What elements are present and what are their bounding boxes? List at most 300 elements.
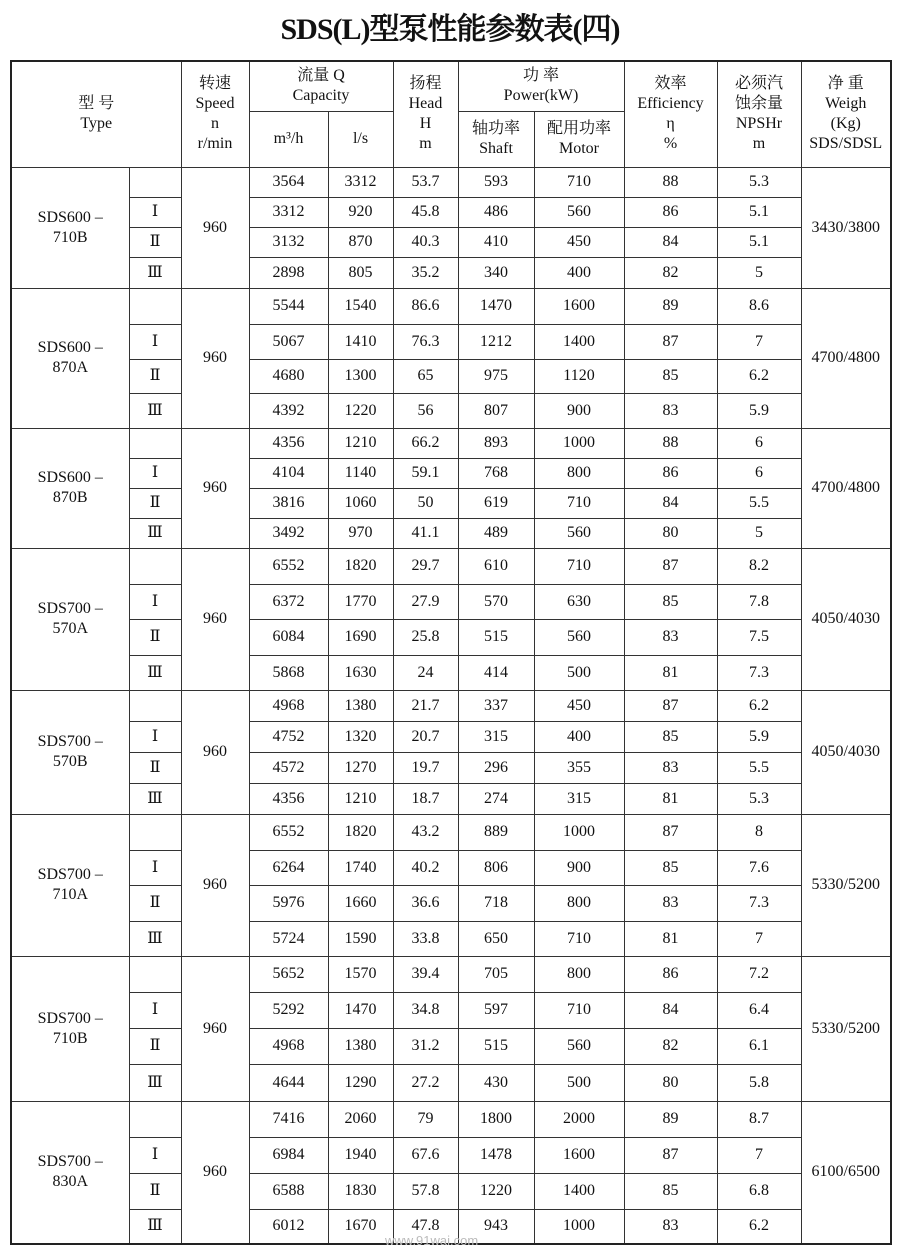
head-cell: 57.8 — [393, 1173, 458, 1209]
head-cell: 36.6 — [393, 885, 458, 921]
motor-power-cell: 560 — [534, 197, 624, 227]
head-cell: 45.8 — [393, 197, 458, 227]
efficiency-cell: 89 — [624, 1101, 717, 1137]
impeller-cut-cell: Ⅲ — [129, 655, 181, 690]
efficiency-cell: 88 — [624, 428, 717, 458]
head-cell: 59.1 — [393, 458, 458, 488]
head-cell: 79 — [393, 1101, 458, 1137]
motor-power-cell: 1400 — [534, 324, 624, 359]
impeller-cut-cell — [129, 288, 181, 324]
npshr-cell: 6.2 — [717, 1209, 801, 1244]
efficiency-cell: 89 — [624, 288, 717, 324]
capacity-m3h-cell: 5067 — [249, 324, 328, 359]
capacity-ls-cell: 1570 — [328, 956, 393, 992]
model-cell: SDS600 – 710B — [11, 167, 129, 288]
weight-cell: 4700/4800 — [801, 288, 891, 428]
motor-power-cell: 1000 — [534, 1209, 624, 1244]
impeller-cut-cell — [129, 956, 181, 992]
efficiency-cell: 83 — [624, 752, 717, 783]
impeller-cut-cell: Ⅲ — [129, 783, 181, 814]
efficiency-cell: 82 — [624, 257, 717, 288]
npshr-cell: 8.6 — [717, 288, 801, 324]
capacity-ls-cell: 1210 — [328, 428, 393, 458]
head-cell: 43.2 — [393, 814, 458, 850]
impeller-cut-cell: Ⅰ — [129, 324, 181, 359]
shaft-power-cell: 619 — [458, 488, 534, 518]
header-capacity: 流量 Q Capacity — [249, 61, 393, 111]
shaft-power-cell: 1470 — [458, 288, 534, 324]
motor-power-cell: 400 — [534, 257, 624, 288]
capacity-ls-cell: 1630 — [328, 655, 393, 690]
npshr-cell: 7.2 — [717, 956, 801, 992]
shaft-power-cell: 597 — [458, 992, 534, 1028]
capacity-m3h-cell: 6588 — [249, 1173, 328, 1209]
head-cell: 31.2 — [393, 1028, 458, 1064]
motor-power-cell: 1120 — [534, 359, 624, 393]
capacity-m3h-cell: 7416 — [249, 1101, 328, 1137]
impeller-cut-cell: Ⅰ — [129, 584, 181, 619]
capacity-m3h-cell: 5292 — [249, 992, 328, 1028]
impeller-cut-cell: Ⅲ — [129, 1064, 181, 1101]
capacity-m3h-cell: 5652 — [249, 956, 328, 992]
table-row — [11, 752, 891, 783]
motor-power-cell: 315 — [534, 783, 624, 814]
capacity-ls-cell: 1470 — [328, 992, 393, 1028]
motor-power-cell: 710 — [534, 921, 624, 956]
capacity-m3h-cell: 4392 — [249, 393, 328, 428]
head-cell: 56 — [393, 393, 458, 428]
table-row — [11, 167, 891, 197]
motor-power-cell: 2000 — [534, 1101, 624, 1137]
head-cell: 25.8 — [393, 619, 458, 655]
header-npshr: 必须汽 蚀余量 NPSHr m — [717, 61, 801, 167]
impeller-cut-cell — [129, 167, 181, 197]
shaft-power-cell: 975 — [458, 359, 534, 393]
capacity-ls-cell: 1380 — [328, 690, 393, 721]
table-row — [11, 1064, 891, 1101]
efficiency-cell: 80 — [624, 518, 717, 548]
head-cell: 40.3 — [393, 227, 458, 257]
head-cell: 27.9 — [393, 584, 458, 619]
motor-power-cell: 500 — [534, 655, 624, 690]
table-row — [11, 548, 891, 584]
efficiency-cell: 87 — [624, 814, 717, 850]
table-row — [11, 1173, 891, 1209]
capacity-ls-cell: 1220 — [328, 393, 393, 428]
npshr-cell: 7 — [717, 921, 801, 956]
speed-cell: 960 — [181, 548, 249, 690]
shaft-power-cell: 515 — [458, 1028, 534, 1064]
efficiency-cell: 87 — [624, 1137, 717, 1173]
shaft-power-cell: 1212 — [458, 324, 534, 359]
npshr-cell: 6.1 — [717, 1028, 801, 1064]
npshr-cell: 5.3 — [717, 167, 801, 197]
head-cell: 66.2 — [393, 428, 458, 458]
motor-power-cell: 1000 — [534, 814, 624, 850]
efficiency-cell: 87 — [624, 690, 717, 721]
head-cell: 33.8 — [393, 921, 458, 956]
table-row — [11, 992, 891, 1028]
shaft-power-cell: 296 — [458, 752, 534, 783]
efficiency-cell: 85 — [624, 850, 717, 885]
head-cell: 24 — [393, 655, 458, 690]
motor-power-cell: 355 — [534, 752, 624, 783]
shaft-power-cell: 593 — [458, 167, 534, 197]
capacity-ls-cell: 1770 — [328, 584, 393, 619]
shaft-power-cell: 430 — [458, 1064, 534, 1101]
head-cell: 19.7 — [393, 752, 458, 783]
page-title: SDS(L)型泵性能参数表(四) — [280, 13, 620, 46]
efficiency-cell: 86 — [624, 956, 717, 992]
head-cell: 50 — [393, 488, 458, 518]
table-row — [11, 584, 891, 619]
npshr-cell: 5.5 — [717, 488, 801, 518]
capacity-m3h-cell: 3132 — [249, 227, 328, 257]
shaft-power-cell: 807 — [458, 393, 534, 428]
head-cell: 35.2 — [393, 257, 458, 288]
head-cell: 21.7 — [393, 690, 458, 721]
impeller-cut-cell: Ⅱ — [129, 227, 181, 257]
impeller-cut-cell — [129, 548, 181, 584]
table-row — [11, 257, 891, 288]
impeller-cut-cell: Ⅲ — [129, 257, 181, 288]
table-row — [11, 783, 891, 814]
table-row — [11, 428, 891, 458]
motor-power-cell: 710 — [534, 167, 624, 197]
impeller-cut-cell — [129, 814, 181, 850]
shaft-power-cell: 889 — [458, 814, 534, 850]
table-row — [11, 921, 891, 956]
motor-power-cell: 900 — [534, 393, 624, 428]
motor-power-cell: 710 — [534, 488, 624, 518]
capacity-ls-cell: 1660 — [328, 885, 393, 921]
head-cell: 39.4 — [393, 956, 458, 992]
efficiency-cell: 83 — [624, 885, 717, 921]
shaft-power-cell: 705 — [458, 956, 534, 992]
capacity-ls-cell: 1540 — [328, 288, 393, 324]
motor-power-cell: 900 — [534, 850, 624, 885]
shaft-power-cell: 893 — [458, 428, 534, 458]
shaft-power-cell: 943 — [458, 1209, 534, 1244]
head-cell: 29.7 — [393, 548, 458, 584]
motor-power-cell: 800 — [534, 885, 624, 921]
shaft-power-cell: 718 — [458, 885, 534, 921]
efficiency-cell: 83 — [624, 619, 717, 655]
table-row — [11, 1101, 891, 1137]
shaft-power-cell: 768 — [458, 458, 534, 488]
capacity-m3h-cell: 6552 — [249, 548, 328, 584]
motor-power-cell: 710 — [534, 992, 624, 1028]
capacity-ls-cell: 1590 — [328, 921, 393, 956]
capacity-ls-cell: 1820 — [328, 814, 393, 850]
motor-power-cell: 1000 — [534, 428, 624, 458]
shaft-power-cell: 570 — [458, 584, 534, 619]
shaft-power-cell: 806 — [458, 850, 534, 885]
motor-power-cell: 800 — [534, 956, 624, 992]
impeller-cut-cell — [129, 428, 181, 458]
shaft-power-cell: 337 — [458, 690, 534, 721]
capacity-ls-cell: 870 — [328, 227, 393, 257]
shaft-power-cell: 410 — [458, 227, 534, 257]
table-row — [11, 721, 891, 752]
npshr-cell: 7 — [717, 324, 801, 359]
weight-cell: 4050/4030 — [801, 690, 891, 814]
capacity-ls-cell: 1300 — [328, 359, 393, 393]
capacity-m3h-cell: 4104 — [249, 458, 328, 488]
npshr-cell: 7.6 — [717, 850, 801, 885]
weight-cell: 4700/4800 — [801, 428, 891, 548]
header-shaft-power: 轴功率 Shaft — [458, 111, 534, 167]
shaft-power-cell: 1800 — [458, 1101, 534, 1137]
capacity-ls-cell: 1820 — [328, 548, 393, 584]
efficiency-cell: 87 — [624, 324, 717, 359]
capacity-m3h-cell: 4968 — [249, 690, 328, 721]
motor-power-cell: 560 — [534, 1028, 624, 1064]
efficiency-cell: 85 — [624, 584, 717, 619]
shaft-power-cell: 650 — [458, 921, 534, 956]
efficiency-cell: 85 — [624, 359, 717, 393]
table-row — [11, 359, 891, 393]
motor-power-cell: 1600 — [534, 288, 624, 324]
npshr-cell: 6.4 — [717, 992, 801, 1028]
capacity-m3h-cell: 3312 — [249, 197, 328, 227]
impeller-cut-cell: Ⅱ — [129, 752, 181, 783]
model-cell: SDS600 – 870A — [11, 288, 129, 428]
npshr-cell: 5.8 — [717, 1064, 801, 1101]
model-cell: SDS700 – 830A — [11, 1101, 129, 1244]
shaft-power-cell: 1220 — [458, 1173, 534, 1209]
capacity-m3h-cell: 6372 — [249, 584, 328, 619]
capacity-m3h-cell: 5544 — [249, 288, 328, 324]
capacity-m3h-cell: 6552 — [249, 814, 328, 850]
pump-spec-table — [10, 60, 892, 1245]
efficiency-cell: 80 — [624, 1064, 717, 1101]
capacity-m3h-cell: 3816 — [249, 488, 328, 518]
capacity-m3h-cell: 3564 — [249, 167, 328, 197]
impeller-cut-cell: Ⅱ — [129, 885, 181, 921]
table-row — [11, 885, 891, 921]
npshr-cell: 5.9 — [717, 721, 801, 752]
impeller-cut-cell: Ⅲ — [129, 921, 181, 956]
capacity-m3h-cell: 6264 — [249, 850, 328, 885]
impeller-cut-cell — [129, 690, 181, 721]
head-cell: 27.2 — [393, 1064, 458, 1101]
impeller-cut-cell — [129, 1101, 181, 1137]
capacity-m3h-cell: 3492 — [249, 518, 328, 548]
capacity-m3h-cell: 4752 — [249, 721, 328, 752]
head-cell: 47.8 — [393, 1209, 458, 1244]
speed-cell: 960 — [181, 690, 249, 814]
table-row — [11, 227, 891, 257]
capacity-ls-cell: 1380 — [328, 1028, 393, 1064]
npshr-cell: 6 — [717, 458, 801, 488]
npshr-cell: 5.5 — [717, 752, 801, 783]
table-row — [11, 619, 891, 655]
efficiency-cell: 84 — [624, 992, 717, 1028]
efficiency-cell: 86 — [624, 458, 717, 488]
motor-power-cell: 560 — [534, 518, 624, 548]
table-row — [11, 393, 891, 428]
capacity-ls-cell: 970 — [328, 518, 393, 548]
capacity-m3h-cell: 4572 — [249, 752, 328, 783]
impeller-cut-cell: Ⅲ — [129, 393, 181, 428]
table-row — [11, 458, 891, 488]
npshr-cell: 5.1 — [717, 227, 801, 257]
speed-cell: 960 — [181, 956, 249, 1101]
capacity-ls-cell: 1830 — [328, 1173, 393, 1209]
capacity-m3h-cell: 5724 — [249, 921, 328, 956]
capacity-ls-cell: 1140 — [328, 458, 393, 488]
capacity-ls-cell: 1060 — [328, 488, 393, 518]
table-row — [11, 690, 891, 721]
motor-power-cell: 500 — [534, 1064, 624, 1101]
capacity-ls-cell: 1270 — [328, 752, 393, 783]
table-row — [11, 814, 891, 850]
table-row — [11, 197, 891, 227]
efficiency-cell: 84 — [624, 488, 717, 518]
impeller-cut-cell: Ⅰ — [129, 1137, 181, 1173]
table-row — [11, 1137, 891, 1173]
capacity-ls-cell: 920 — [328, 197, 393, 227]
npshr-cell: 7.3 — [717, 885, 801, 921]
capacity-ls-cell: 3312 — [328, 167, 393, 197]
header-weight: 净 重 Weigh (Kg) SDS/SDSL — [801, 61, 891, 167]
model-cell: SDS600 – 870B — [11, 428, 129, 548]
speed-cell: 960 — [181, 1101, 249, 1244]
table-row — [11, 518, 891, 548]
capacity-m3h-cell: 5976 — [249, 885, 328, 921]
efficiency-cell: 81 — [624, 921, 717, 956]
shaft-power-cell: 489 — [458, 518, 534, 548]
header-capacity-m3h: m³/h — [249, 111, 328, 167]
header-head: 扬程 Head H m — [393, 61, 458, 167]
head-cell: 41.1 — [393, 518, 458, 548]
impeller-cut-cell: Ⅱ — [129, 359, 181, 393]
impeller-cut-cell: Ⅰ — [129, 197, 181, 227]
capacity-m3h-cell: 2898 — [249, 257, 328, 288]
capacity-m3h-cell: 6084 — [249, 619, 328, 655]
motor-power-cell: 800 — [534, 458, 624, 488]
head-cell: 53.7 — [393, 167, 458, 197]
npshr-cell: 5.9 — [717, 393, 801, 428]
weight-cell: 6100/6500 — [801, 1101, 891, 1244]
impeller-cut-cell: Ⅱ — [129, 488, 181, 518]
npshr-cell: 5.3 — [717, 783, 801, 814]
capacity-ls-cell: 805 — [328, 257, 393, 288]
table-row — [11, 1028, 891, 1064]
efficiency-cell: 83 — [624, 1209, 717, 1244]
header-capacity-ls: l/s — [328, 111, 393, 167]
capacity-ls-cell: 1320 — [328, 721, 393, 752]
efficiency-cell: 87 — [624, 548, 717, 584]
motor-power-cell: 560 — [534, 619, 624, 655]
shaft-power-cell: 315 — [458, 721, 534, 752]
header-efficiency: 效率 Efficiency η % — [624, 61, 717, 167]
capacity-ls-cell: 1670 — [328, 1209, 393, 1244]
capacity-m3h-cell: 5868 — [249, 655, 328, 690]
head-cell: 86.6 — [393, 288, 458, 324]
model-cell: SDS700 – 570A — [11, 548, 129, 690]
model-cell: SDS700 – 710A — [11, 814, 129, 956]
header-speed: 转速 Speed n r/min — [181, 61, 249, 167]
motor-power-cell: 450 — [534, 227, 624, 257]
header-motor-power: 配用功率 Motor — [534, 111, 624, 167]
impeller-cut-cell: Ⅰ — [129, 721, 181, 752]
table-row — [11, 324, 891, 359]
motor-power-cell: 630 — [534, 584, 624, 619]
npshr-cell: 8.7 — [717, 1101, 801, 1137]
npshr-cell: 7.8 — [717, 584, 801, 619]
speed-cell: 960 — [181, 167, 249, 288]
motor-power-cell: 450 — [534, 690, 624, 721]
capacity-m3h-cell: 6984 — [249, 1137, 328, 1173]
header-type: 型 号 Type — [11, 61, 181, 167]
capacity-ls-cell: 1410 — [328, 324, 393, 359]
table-row — [11, 655, 891, 690]
impeller-cut-cell: Ⅰ — [129, 992, 181, 1028]
motor-power-cell: 1400 — [534, 1173, 624, 1209]
npshr-cell: 8.2 — [717, 548, 801, 584]
weight-cell: 3430/3800 — [801, 167, 891, 288]
npshr-cell: 5.1 — [717, 197, 801, 227]
npshr-cell: 7.3 — [717, 655, 801, 690]
weight-cell: 4050/4030 — [801, 548, 891, 690]
capacity-ls-cell: 1290 — [328, 1064, 393, 1101]
motor-power-cell: 1600 — [534, 1137, 624, 1173]
shaft-power-cell: 486 — [458, 197, 534, 227]
speed-cell: 960 — [181, 428, 249, 548]
motor-power-cell: 400 — [534, 721, 624, 752]
impeller-cut-cell: Ⅰ — [129, 850, 181, 885]
speed-cell: 960 — [181, 288, 249, 428]
shaft-power-cell: 274 — [458, 783, 534, 814]
capacity-ls-cell: 1740 — [328, 850, 393, 885]
impeller-cut-cell: Ⅱ — [129, 1028, 181, 1064]
weight-cell: 5330/5200 — [801, 956, 891, 1101]
capacity-m3h-cell: 4356 — [249, 428, 328, 458]
efficiency-cell: 88 — [624, 167, 717, 197]
npshr-cell: 6.2 — [717, 359, 801, 393]
efficiency-cell: 83 — [624, 393, 717, 428]
efficiency-cell: 81 — [624, 655, 717, 690]
watermark: www.91wai.com — [385, 1233, 479, 1248]
impeller-cut-cell: Ⅰ — [129, 458, 181, 488]
head-cell: 76.3 — [393, 324, 458, 359]
table-row — [11, 488, 891, 518]
npshr-cell: 8 — [717, 814, 801, 850]
head-cell: 65 — [393, 359, 458, 393]
model-cell: SDS700 – 570B — [11, 690, 129, 814]
capacity-ls-cell: 2060 — [328, 1101, 393, 1137]
npshr-cell: 5 — [717, 257, 801, 288]
table-body — [11, 167, 891, 1244]
weight-cell: 5330/5200 — [801, 814, 891, 956]
table-row — [11, 956, 891, 992]
head-cell: 34.8 — [393, 992, 458, 1028]
shaft-power-cell: 414 — [458, 655, 534, 690]
table-row — [11, 850, 891, 885]
capacity-ls-cell: 1690 — [328, 619, 393, 655]
efficiency-cell: 85 — [624, 721, 717, 752]
capacity-m3h-cell: 4680 — [249, 359, 328, 393]
capacity-m3h-cell: 4968 — [249, 1028, 328, 1064]
capacity-m3h-cell: 4356 — [249, 783, 328, 814]
npshr-cell: 6.8 — [717, 1173, 801, 1209]
head-cell: 40.2 — [393, 850, 458, 885]
impeller-cut-cell: Ⅱ — [129, 1173, 181, 1209]
npshr-cell: 5 — [717, 518, 801, 548]
impeller-cut-cell: Ⅲ — [129, 1209, 181, 1244]
